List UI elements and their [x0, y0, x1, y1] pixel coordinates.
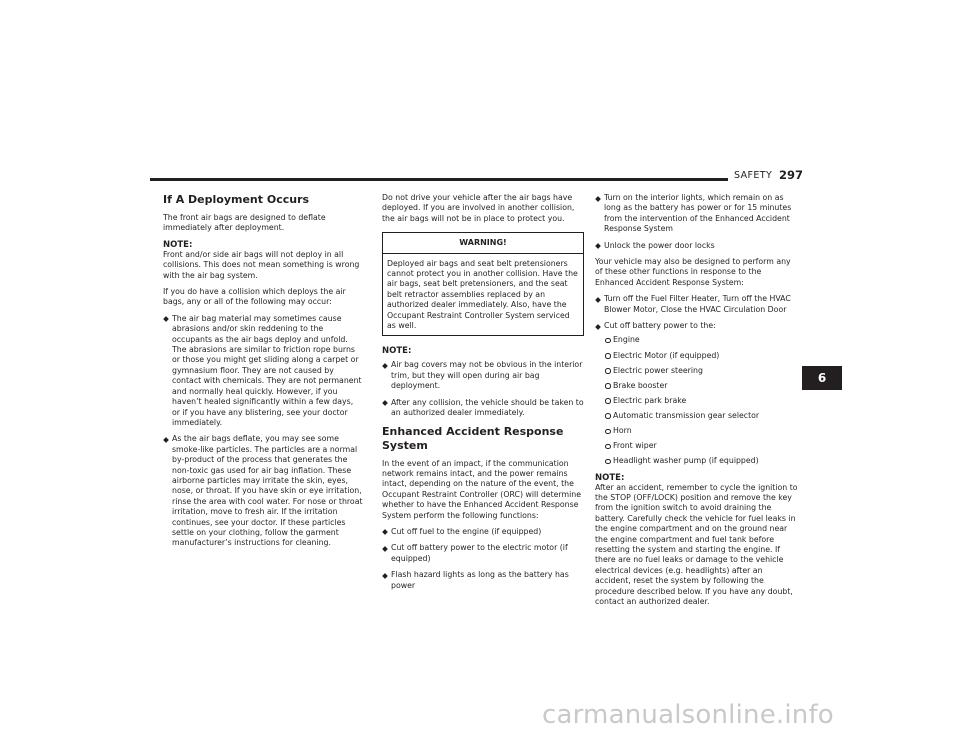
- list-item-battery: [595, 321, 800, 467]
- header-rule: [150, 178, 728, 181]
- warning-box: [382, 232, 584, 336]
- note-label: NOTE:: [163, 239, 193, 250]
- list-item-label: Cut off battery power to the:: [604, 321, 716, 331]
- section-heading-deployment: If A Deployment Occurs: [163, 193, 310, 206]
- list-item: Cut off fuel to the engine (if equipped): [382, 527, 584, 537]
- paragraph: The front air bags are designed to deflate immediately after deployment.: [163, 213, 326, 233]
- running-head: SAFETY: [734, 170, 773, 181]
- section-heading-earsystem: Enhanced Accident Response System: [382, 424, 564, 452]
- column-middle: [382, 193, 584, 597]
- list-item: Unlock the power door locks: [595, 241, 800, 251]
- paragraph: If you do have a collision which deploys the air bags, any or all of the following may occur:: [163, 287, 346, 307]
- paragraph: Your vehicle may also be designed to perform any of these other functions in response to the Enhanced Accident Response System:: [595, 257, 791, 287]
- list-item: Air bag covers may not be obvious in the interior trim, but they will open during air bag deployment.: [382, 360, 584, 391]
- sub-list-item: Electric power steering: [604, 366, 800, 376]
- bullet-list: [382, 527, 584, 591]
- sub-list-item: Front wiper: [604, 441, 800, 451]
- sub-list-item: Brake booster: [604, 381, 800, 391]
- sub-list: [604, 335, 800, 466]
- paragraph: Do not drive your vehicle after the air bags have deployed. If you are involved in another collision, the air bags will not be in place to protect you.: [382, 193, 575, 223]
- list-item: As the air bags deflate, you may see some smoke-like particles. The particles are a normal by-product of the process that generates the non-toxic gas used for air bag inflation. These airborne particles may irritate the skin, eyes, nose, or throat. If you have skin or eye irritation, rinse the area with cool water. For nose or throat irritation, move to fresh air. If the irritation continues, see your doctor. If these particles settle on your clothing, follow the garment manufacturer’s instructions for cleaning.: [163, 434, 363, 548]
- list-item: After any collision, the vehicle should be taken to an authorized dealer immediately.: [382, 398, 584, 419]
- list-item: Cut off battery power to the electric motor (if equipped): [382, 543, 584, 564]
- note-text: Front and/or side air bags will not deploy in all collisions. This does not mean something is wrong with the air bag system.: [163, 249, 360, 280]
- bullet-list: [595, 294, 800, 466]
- watermark: carmanualsonline.info: [542, 700, 834, 730]
- note-bullet-list: [382, 360, 584, 418]
- list-item: The air bag material may sometimes cause abrasions and/or skin reddening to the occupants as the air bags deploy and unfold. The abrasions are similar to friction rope burns or those you might get sliding along a carpet or gymnasium floor. They are not caused by contact with chemicals. They are not permanent and normally heal quickly. However, if you haven’t healed significantly within a few days, or if you have any blistering, see your doctor immediately.: [163, 314, 363, 428]
- chapter-tab: 6: [802, 366, 842, 390]
- list-item: Turn off the Fuel Filter Heater, Turn off the HVAC Blower Motor, Close the HVAC Circulation Door: [595, 294, 800, 315]
- note-text: After an accident, remember to cycle the ignition to the STOP (OFF/LOCK) position and remove the key from the ignition switch to avoid draining the battery. Carefully check the vehicle for fuel leaks in the engine compartment and on the ground near the engine compartment and fuel tank before resetting the system and starting the engine. If there are no fuel leaks or damage to the vehicle electrical devices (e.g. headlights) after an accident, reset the system by following the procedure described below. If you have any doubt, contact an authorized dealer.: [595, 482, 798, 607]
- list-item: Flash hazard lights as long as the battery has power: [382, 570, 584, 591]
- note-label: NOTE:: [595, 472, 625, 483]
- sub-list-item: Engine: [604, 335, 800, 345]
- sub-list-item: Automatic transmission gear selector: [604, 411, 800, 421]
- bullet-list: [163, 314, 363, 549]
- paragraph: In the event of an impact, if the communication network remains intact, and the power remains intact, depending on the nature of the event, the Occupant Restraint Controller (ORC) will determine whether to have the Enhanced Accident Response System perform the following functions:: [382, 458, 581, 520]
- sub-list-item: Electric Motor (if equipped): [604, 351, 800, 361]
- sub-list-item: Horn: [604, 426, 800, 436]
- warning-title: WARNING!: [383, 233, 583, 253]
- note-label: NOTE:: [382, 346, 412, 357]
- bullet-list: [595, 193, 800, 251]
- page-number: 297: [779, 168, 804, 182]
- column-right: [595, 193, 800, 614]
- warning-body: Deployed air bags and seat belt pretensioners cannot protect you in another collision. Have the air bags, seat belt pretensioners, and the seat belt retractor assemblies replaced by an authorized dealer immediately. Also, have the Occupant Restraint Controller System serviced as well.: [387, 258, 578, 331]
- list-item: Turn on the interior lights, which remain on as long as the battery has power or for 15 minutes from the intervention of the Enhanced Accident Response System: [595, 193, 800, 235]
- sub-list-item: Electric park brake: [604, 396, 800, 406]
- sub-list-item: Headlight washer pump (if equipped): [604, 456, 800, 466]
- column-left: [163, 193, 363, 555]
